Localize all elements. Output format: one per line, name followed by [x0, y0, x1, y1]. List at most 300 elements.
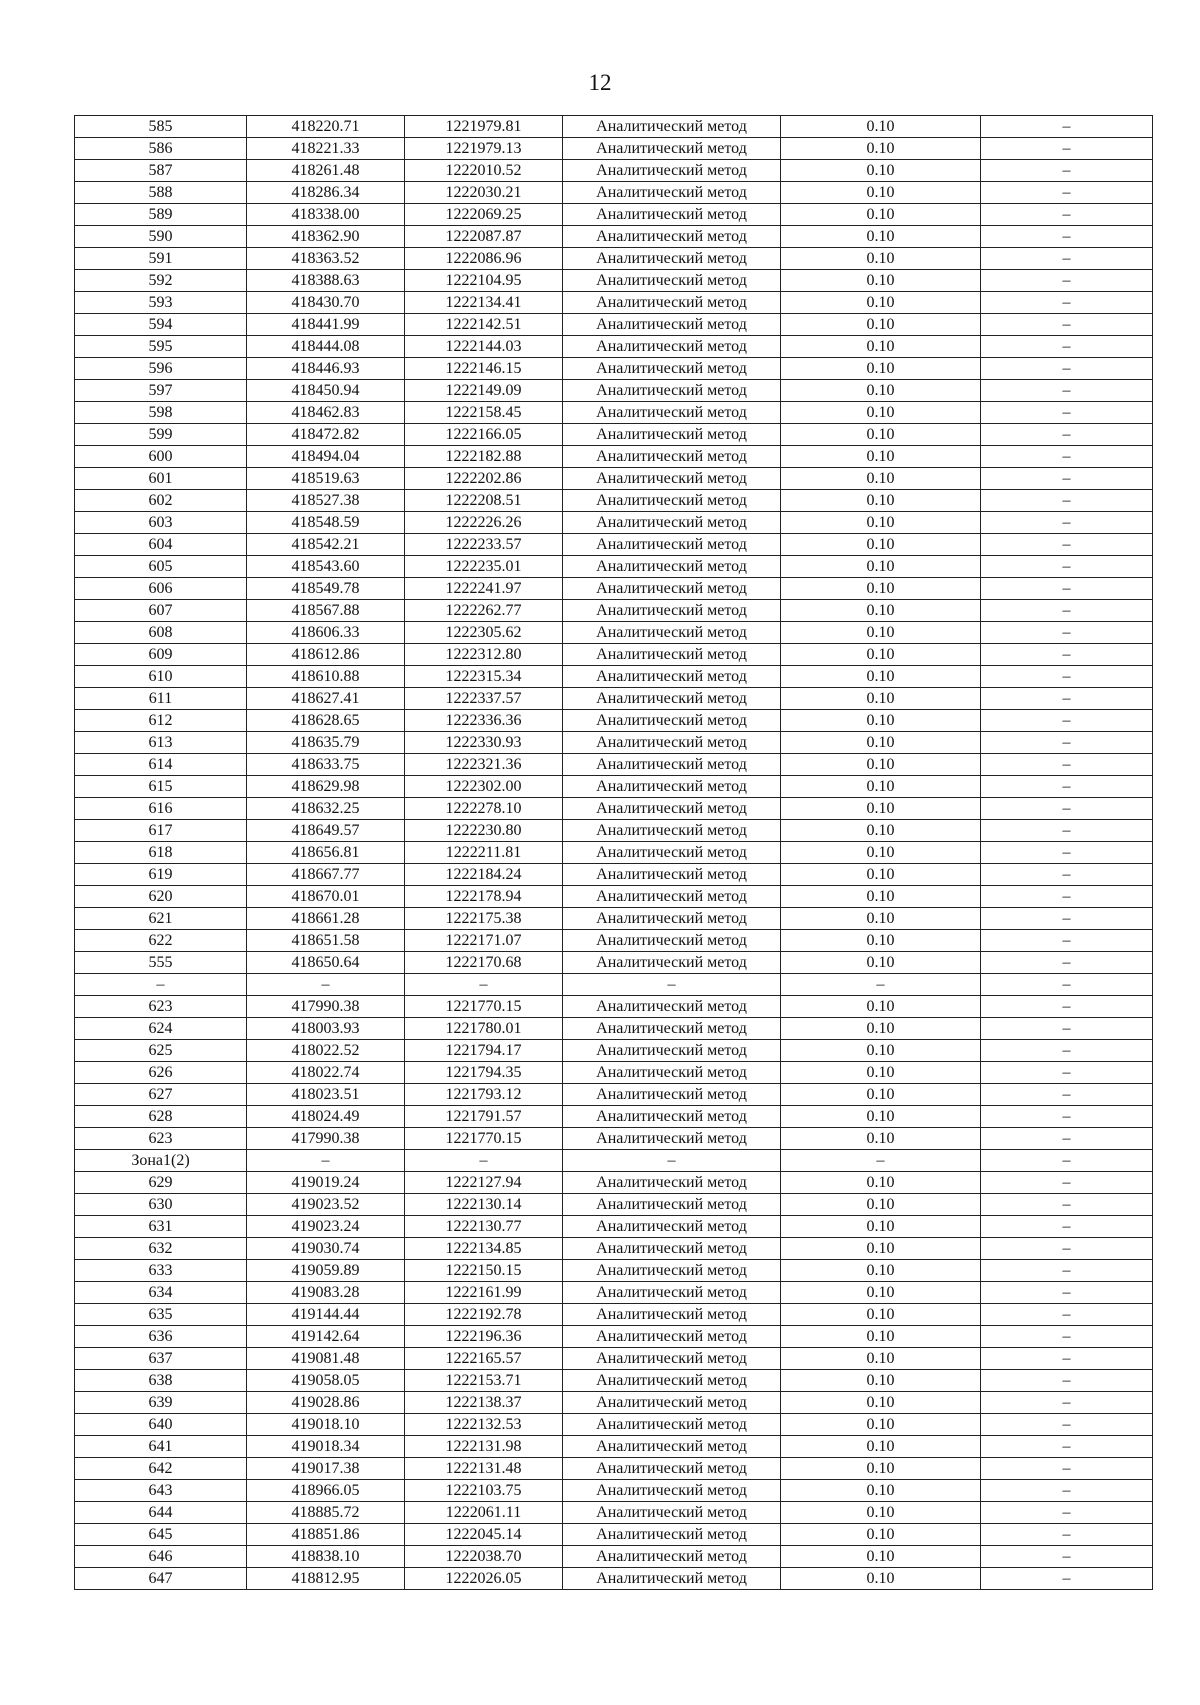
- point-number-cell: 611: [75, 688, 247, 710]
- method-cell: Аналитический метод: [563, 600, 781, 622]
- accuracy-cell: 0.10: [781, 666, 981, 688]
- method-cell: Аналитический метод: [563, 930, 781, 952]
- table-row: [75, 512, 1153, 534]
- x-coordinate-cell: 418670.01: [247, 886, 405, 908]
- method-cell: Аналитический метод: [563, 996, 781, 1018]
- x-coordinate-cell: 419028.86: [247, 1392, 405, 1414]
- note-cell: –: [981, 380, 1153, 402]
- note-cell: –: [981, 226, 1153, 248]
- x-coordinate-cell: 418462.83: [247, 402, 405, 424]
- method-cell: Аналитический метод: [563, 116, 781, 138]
- accuracy-cell: 0.10: [781, 1106, 981, 1128]
- accuracy-cell: 0.10: [781, 490, 981, 512]
- method-cell: Аналитический метод: [563, 952, 781, 974]
- point-number-cell: 595: [75, 336, 247, 358]
- y-coordinate-cell: 1222312.80: [405, 644, 563, 666]
- note-cell: –: [981, 336, 1153, 358]
- method-cell: Аналитический метод: [563, 358, 781, 380]
- accuracy-cell: 0.10: [781, 1436, 981, 1458]
- table-row: [75, 688, 1153, 710]
- y-coordinate-cell: 1222211.81: [405, 842, 563, 864]
- point-number-cell: 586: [75, 138, 247, 160]
- point-number-cell: 621: [75, 908, 247, 930]
- y-coordinate-cell: 1222302.00: [405, 776, 563, 798]
- table-row: [75, 160, 1153, 182]
- point-number-cell: 605: [75, 556, 247, 578]
- x-coordinate-cell: 418543.60: [247, 556, 405, 578]
- table-row: [75, 1414, 1153, 1436]
- note-cell: –: [981, 1128, 1153, 1150]
- note-cell: –: [981, 446, 1153, 468]
- table-row: [75, 1502, 1153, 1524]
- x-coordinate-cell: 418612.86: [247, 644, 405, 666]
- accuracy-cell: 0.10: [781, 1326, 981, 1348]
- point-number-cell: 592: [75, 270, 247, 292]
- point-number-cell: 616: [75, 798, 247, 820]
- point-number-cell: 614: [75, 754, 247, 776]
- x-coordinate-cell: 418649.57: [247, 820, 405, 842]
- y-coordinate-cell: 1222226.26: [405, 512, 563, 534]
- point-number-cell: 645: [75, 1524, 247, 1546]
- accuracy-cell: 0.10: [781, 688, 981, 710]
- point-number-cell: 642: [75, 1458, 247, 1480]
- x-coordinate-cell: 417990.38: [247, 996, 405, 1018]
- accuracy-cell: 0.10: [781, 1018, 981, 1040]
- accuracy-cell: 0.10: [781, 116, 981, 138]
- table-row: [75, 886, 1153, 908]
- x-coordinate-cell: 419030.74: [247, 1238, 405, 1260]
- x-coordinate-cell: 418632.25: [247, 798, 405, 820]
- accuracy-cell: 0.10: [781, 1414, 981, 1436]
- point-number-cell: 626: [75, 1062, 247, 1084]
- accuracy-cell: 0.10: [781, 864, 981, 886]
- x-coordinate-cell: 418650.64: [247, 952, 405, 974]
- method-cell: Аналитический метод: [563, 864, 781, 886]
- method-cell: Аналитический метод: [563, 1326, 781, 1348]
- note-cell: –: [981, 1040, 1153, 1062]
- note-cell: –: [981, 116, 1153, 138]
- accuracy-cell: 0.10: [781, 292, 981, 314]
- point-number-cell: 593: [75, 292, 247, 314]
- note-cell: –: [981, 666, 1153, 688]
- y-coordinate-cell: 1222166.05: [405, 424, 563, 446]
- accuracy-cell: 0.10: [781, 380, 981, 402]
- table-row: [75, 1304, 1153, 1326]
- y-coordinate-cell: 1222315.34: [405, 666, 563, 688]
- table-row: [75, 996, 1153, 1018]
- point-number-cell: 601: [75, 468, 247, 490]
- note-cell: –: [981, 644, 1153, 666]
- note-cell: –: [981, 1106, 1153, 1128]
- y-coordinate-cell: 1222045.14: [405, 1524, 563, 1546]
- accuracy-cell: 0.10: [781, 1128, 981, 1150]
- method-cell: Аналитический метод: [563, 314, 781, 336]
- x-coordinate-cell: 418494.04: [247, 446, 405, 468]
- method-cell: Аналитический метод: [563, 644, 781, 666]
- y-coordinate-cell: 1221780.01: [405, 1018, 563, 1040]
- y-coordinate-cell: 1222061.11: [405, 1502, 563, 1524]
- accuracy-cell: 0.10: [781, 1370, 981, 1392]
- note-cell: –: [981, 1480, 1153, 1502]
- note-cell: –: [981, 1062, 1153, 1084]
- note-cell: –: [981, 842, 1153, 864]
- y-coordinate-cell: 1221794.17: [405, 1040, 563, 1062]
- point-number-cell: Зона1(2): [75, 1150, 247, 1172]
- note-cell: –: [981, 1326, 1153, 1348]
- table-row: [75, 1172, 1153, 1194]
- accuracy-cell: 0.10: [781, 1040, 981, 1062]
- note-cell: –: [981, 1150, 1153, 1172]
- method-cell: Аналитический метод: [563, 1062, 781, 1084]
- table-row: [75, 1392, 1153, 1414]
- point-number-cell: 628: [75, 1106, 247, 1128]
- point-number-cell: 610: [75, 666, 247, 688]
- x-coordinate-cell: 418022.52: [247, 1040, 405, 1062]
- method-cell: Аналитический метод: [563, 270, 781, 292]
- y-coordinate-cell: 1222132.53: [405, 1414, 563, 1436]
- y-coordinate-cell: 1221791.57: [405, 1106, 563, 1128]
- note-cell: –: [981, 1392, 1153, 1414]
- note-cell: –: [981, 534, 1153, 556]
- note-cell: –: [981, 996, 1153, 1018]
- table-row: [75, 138, 1153, 160]
- x-coordinate-cell: 418388.63: [247, 270, 405, 292]
- point-number-cell: 608: [75, 622, 247, 644]
- method-cell: Аналитический метод: [563, 226, 781, 248]
- point-number-cell: 600: [75, 446, 247, 468]
- table-row: [75, 644, 1153, 666]
- note-cell: –: [981, 512, 1153, 534]
- x-coordinate-cell: 419081.48: [247, 1348, 405, 1370]
- point-number-cell: 625: [75, 1040, 247, 1062]
- y-coordinate-cell: 1222175.38: [405, 908, 563, 930]
- point-number-cell: 619: [75, 864, 247, 886]
- y-coordinate-cell: 1222321.36: [405, 754, 563, 776]
- accuracy-cell: 0.10: [781, 138, 981, 160]
- table-row: [75, 666, 1153, 688]
- accuracy-cell: 0.10: [781, 1392, 981, 1414]
- point-number-cell: 634: [75, 1282, 247, 1304]
- y-coordinate-cell: 1221979.81: [405, 116, 563, 138]
- table-row: [75, 226, 1153, 248]
- x-coordinate-cell: 418430.70: [247, 292, 405, 314]
- accuracy-cell: –: [781, 974, 981, 996]
- point-number-cell: 643: [75, 1480, 247, 1502]
- note-cell: –: [981, 1546, 1153, 1568]
- x-coordinate-cell: 419018.34: [247, 1436, 405, 1458]
- table-row: [75, 1282, 1153, 1304]
- table-row: [75, 776, 1153, 798]
- y-coordinate-cell: 1222241.97: [405, 578, 563, 600]
- y-coordinate-cell: 1222131.98: [405, 1436, 563, 1458]
- point-number-cell: 631: [75, 1216, 247, 1238]
- y-coordinate-cell: 1222330.93: [405, 732, 563, 754]
- x-coordinate-cell: 419023.52: [247, 1194, 405, 1216]
- method-cell: Аналитический метод: [563, 1040, 781, 1062]
- y-coordinate-cell: 1222336.36: [405, 710, 563, 732]
- table-row: [75, 1568, 1153, 1590]
- table-row: [75, 930, 1153, 952]
- x-coordinate-cell: 418023.51: [247, 1084, 405, 1106]
- point-number-cell: 590: [75, 226, 247, 248]
- table-row: [75, 1480, 1153, 1502]
- x-coordinate-cell: 418472.82: [247, 424, 405, 446]
- point-number-cell: 630: [75, 1194, 247, 1216]
- x-coordinate-cell: 418567.88: [247, 600, 405, 622]
- table-row: [75, 270, 1153, 292]
- y-coordinate-cell: 1222208.51: [405, 490, 563, 512]
- y-coordinate-cell: 1222165.57: [405, 1348, 563, 1370]
- table-row: [75, 842, 1153, 864]
- coordinates-table-container: [74, 115, 1152, 1590]
- table-row: [75, 908, 1153, 930]
- x-coordinate-cell: –: [247, 1150, 405, 1172]
- note-cell: –: [981, 1194, 1153, 1216]
- y-coordinate-cell: 1222170.68: [405, 952, 563, 974]
- y-coordinate-cell: 1222026.05: [405, 1568, 563, 1590]
- point-number-cell: 633: [75, 1260, 247, 1282]
- note-cell: –: [981, 160, 1153, 182]
- y-coordinate-cell: 1222134.85: [405, 1238, 563, 1260]
- y-coordinate-cell: 1222233.57: [405, 534, 563, 556]
- x-coordinate-cell: 418519.63: [247, 468, 405, 490]
- x-coordinate-cell: 418656.81: [247, 842, 405, 864]
- x-coordinate-cell: 418441.99: [247, 314, 405, 336]
- x-coordinate-cell: 418446.93: [247, 358, 405, 380]
- point-number-cell: 639: [75, 1392, 247, 1414]
- note-cell: –: [981, 886, 1153, 908]
- method-cell: Аналитический метод: [563, 512, 781, 534]
- y-coordinate-cell: 1222144.03: [405, 336, 563, 358]
- method-cell: Аналитический метод: [563, 1480, 781, 1502]
- table-row: [75, 534, 1153, 556]
- method-cell: Аналитический метод: [563, 1458, 781, 1480]
- table-row: [75, 820, 1153, 842]
- y-coordinate-cell: 1221794.35: [405, 1062, 563, 1084]
- y-coordinate-cell: 1222158.45: [405, 402, 563, 424]
- point-number-cell: 624: [75, 1018, 247, 1040]
- method-cell: Аналитический метод: [563, 820, 781, 842]
- point-number-cell: 640: [75, 1414, 247, 1436]
- method-cell: Аналитический метод: [563, 1546, 781, 1568]
- accuracy-cell: 0.10: [781, 930, 981, 952]
- x-coordinate-cell: 418661.28: [247, 908, 405, 930]
- note-cell: –: [981, 138, 1153, 160]
- y-coordinate-cell: 1222182.88: [405, 446, 563, 468]
- x-coordinate-cell: –: [247, 974, 405, 996]
- y-coordinate-cell: 1222262.77: [405, 600, 563, 622]
- accuracy-cell: 0.10: [781, 270, 981, 292]
- accuracy-cell: 0.10: [781, 1524, 981, 1546]
- y-coordinate-cell: 1222171.07: [405, 930, 563, 952]
- point-number-cell: 597: [75, 380, 247, 402]
- note-cell: –: [981, 1458, 1153, 1480]
- point-number-cell: 599: [75, 424, 247, 446]
- accuracy-cell: 0.10: [781, 1282, 981, 1304]
- accuracy-cell: 0.10: [781, 886, 981, 908]
- y-coordinate-cell: 1222103.75: [405, 1480, 563, 1502]
- y-coordinate-cell: 1222142.51: [405, 314, 563, 336]
- x-coordinate-cell: 419058.05: [247, 1370, 405, 1392]
- accuracy-cell: 0.10: [781, 1194, 981, 1216]
- point-number-cell: 623: [75, 996, 247, 1018]
- note-cell: –: [981, 248, 1153, 270]
- table-row: [75, 380, 1153, 402]
- table-row: [75, 952, 1153, 974]
- method-cell: Аналитический метод: [563, 1370, 781, 1392]
- note-cell: –: [981, 1260, 1153, 1282]
- x-coordinate-cell: 418221.33: [247, 138, 405, 160]
- point-number-cell: 585: [75, 116, 247, 138]
- x-coordinate-cell: 418966.05: [247, 1480, 405, 1502]
- note-cell: –: [981, 820, 1153, 842]
- y-coordinate-cell: 1222104.95: [405, 270, 563, 292]
- method-cell: Аналитический метод: [563, 666, 781, 688]
- table-row: [75, 446, 1153, 468]
- y-coordinate-cell: 1222202.86: [405, 468, 563, 490]
- method-cell: Аналитический метод: [563, 798, 781, 820]
- table-row: [75, 1260, 1153, 1282]
- point-number-cell: 637: [75, 1348, 247, 1370]
- x-coordinate-cell: 418261.48: [247, 160, 405, 182]
- point-number-cell: 602: [75, 490, 247, 512]
- accuracy-cell: 0.10: [781, 1172, 981, 1194]
- note-cell: –: [981, 490, 1153, 512]
- y-coordinate-cell: 1221770.15: [405, 996, 563, 1018]
- note-cell: –: [981, 1502, 1153, 1524]
- y-coordinate-cell: 1222130.14: [405, 1194, 563, 1216]
- point-number-cell: 647: [75, 1568, 247, 1590]
- accuracy-cell: 0.10: [781, 578, 981, 600]
- table-row: [75, 1348, 1153, 1370]
- table-row: [75, 358, 1153, 380]
- y-coordinate-cell: 1222149.09: [405, 380, 563, 402]
- table-row: [75, 1436, 1153, 1458]
- method-cell: Аналитический метод: [563, 1194, 781, 1216]
- x-coordinate-cell: 418362.90: [247, 226, 405, 248]
- point-number-cell: 627: [75, 1084, 247, 1106]
- method-cell: Аналитический метод: [563, 1238, 781, 1260]
- x-coordinate-cell: 418651.58: [247, 930, 405, 952]
- table-row: [75, 314, 1153, 336]
- note-cell: –: [981, 1238, 1153, 1260]
- x-coordinate-cell: 418022.74: [247, 1062, 405, 1084]
- accuracy-cell: 0.10: [781, 710, 981, 732]
- table-row: [75, 1216, 1153, 1238]
- table-row: [75, 974, 1153, 996]
- table-row: [75, 1040, 1153, 1062]
- point-number-cell: 589: [75, 204, 247, 226]
- point-number-cell: 603: [75, 512, 247, 534]
- point-number-cell: 632: [75, 1238, 247, 1260]
- method-cell: Аналитический метод: [563, 556, 781, 578]
- accuracy-cell: 0.10: [781, 248, 981, 270]
- accuracy-cell: 0.10: [781, 600, 981, 622]
- y-coordinate-cell: –: [405, 974, 563, 996]
- method-cell: Аналитический метод: [563, 1392, 781, 1414]
- x-coordinate-cell: 418885.72: [247, 1502, 405, 1524]
- accuracy-cell: 0.10: [781, 908, 981, 930]
- accuracy-cell: 0.10: [781, 512, 981, 534]
- accuracy-cell: 0.10: [781, 336, 981, 358]
- accuracy-cell: 0.10: [781, 314, 981, 336]
- method-cell: Аналитический метод: [563, 424, 781, 446]
- coordinates-table-body: [75, 116, 1153, 1590]
- method-cell: Аналитический метод: [563, 292, 781, 314]
- method-cell: Аналитический метод: [563, 446, 781, 468]
- x-coordinate-cell: 418838.10: [247, 1546, 405, 1568]
- note-cell: –: [981, 930, 1153, 952]
- table-row: [75, 336, 1153, 358]
- y-coordinate-cell: 1222184.24: [405, 864, 563, 886]
- note-cell: –: [981, 864, 1153, 886]
- method-cell: Аналитический метод: [563, 248, 781, 270]
- note-cell: –: [981, 1282, 1153, 1304]
- x-coordinate-cell: 418629.98: [247, 776, 405, 798]
- y-coordinate-cell: 1222305.62: [405, 622, 563, 644]
- table-row: [75, 1150, 1153, 1172]
- y-coordinate-cell: 1222086.96: [405, 248, 563, 270]
- y-coordinate-cell: 1221793.12: [405, 1084, 563, 1106]
- y-coordinate-cell: 1222146.15: [405, 358, 563, 380]
- x-coordinate-cell: 417990.38: [247, 1128, 405, 1150]
- note-cell: –: [981, 798, 1153, 820]
- accuracy-cell: –: [781, 1150, 981, 1172]
- table-row: [75, 1326, 1153, 1348]
- table-row: [75, 754, 1153, 776]
- note-cell: –: [981, 1348, 1153, 1370]
- x-coordinate-cell: 418220.71: [247, 116, 405, 138]
- note-cell: –: [981, 600, 1153, 622]
- method-cell: Аналитический метод: [563, 710, 781, 732]
- method-cell: Аналитический метод: [563, 732, 781, 754]
- method-cell: Аналитический метод: [563, 1436, 781, 1458]
- note-cell: –: [981, 402, 1153, 424]
- method-cell: Аналитический метод: [563, 754, 781, 776]
- table-row: [75, 1106, 1153, 1128]
- table-row: [75, 402, 1153, 424]
- y-coordinate-cell: 1222130.77: [405, 1216, 563, 1238]
- point-number-cell: 623: [75, 1128, 247, 1150]
- point-number-cell: 598: [75, 402, 247, 424]
- point-number-cell: 594: [75, 314, 247, 336]
- accuracy-cell: 0.10: [781, 358, 981, 380]
- x-coordinate-cell: 419059.89: [247, 1260, 405, 1282]
- y-coordinate-cell: 1222178.94: [405, 886, 563, 908]
- method-cell: Аналитический метод: [563, 1172, 781, 1194]
- table-row: [75, 116, 1153, 138]
- accuracy-cell: 0.10: [781, 1480, 981, 1502]
- accuracy-cell: 0.10: [781, 1062, 981, 1084]
- y-coordinate-cell: 1222087.87: [405, 226, 563, 248]
- note-cell: –: [981, 424, 1153, 446]
- x-coordinate-cell: 418667.77: [247, 864, 405, 886]
- method-cell: Аналитический метод: [563, 1282, 781, 1304]
- method-cell: Аналитический метод: [563, 578, 781, 600]
- note-cell: –: [981, 1018, 1153, 1040]
- method-cell: Аналитический метод: [563, 1128, 781, 1150]
- note-cell: –: [981, 292, 1153, 314]
- accuracy-cell: 0.10: [781, 1216, 981, 1238]
- method-cell: Аналитический метод: [563, 842, 781, 864]
- note-cell: –: [981, 1216, 1153, 1238]
- y-coordinate-cell: 1222138.37: [405, 1392, 563, 1414]
- coordinates-table: [74, 115, 1153, 1590]
- note-cell: –: [981, 204, 1153, 226]
- y-coordinate-cell: 1222134.41: [405, 292, 563, 314]
- x-coordinate-cell: 418627.41: [247, 688, 405, 710]
- y-coordinate-cell: 1221979.13: [405, 138, 563, 160]
